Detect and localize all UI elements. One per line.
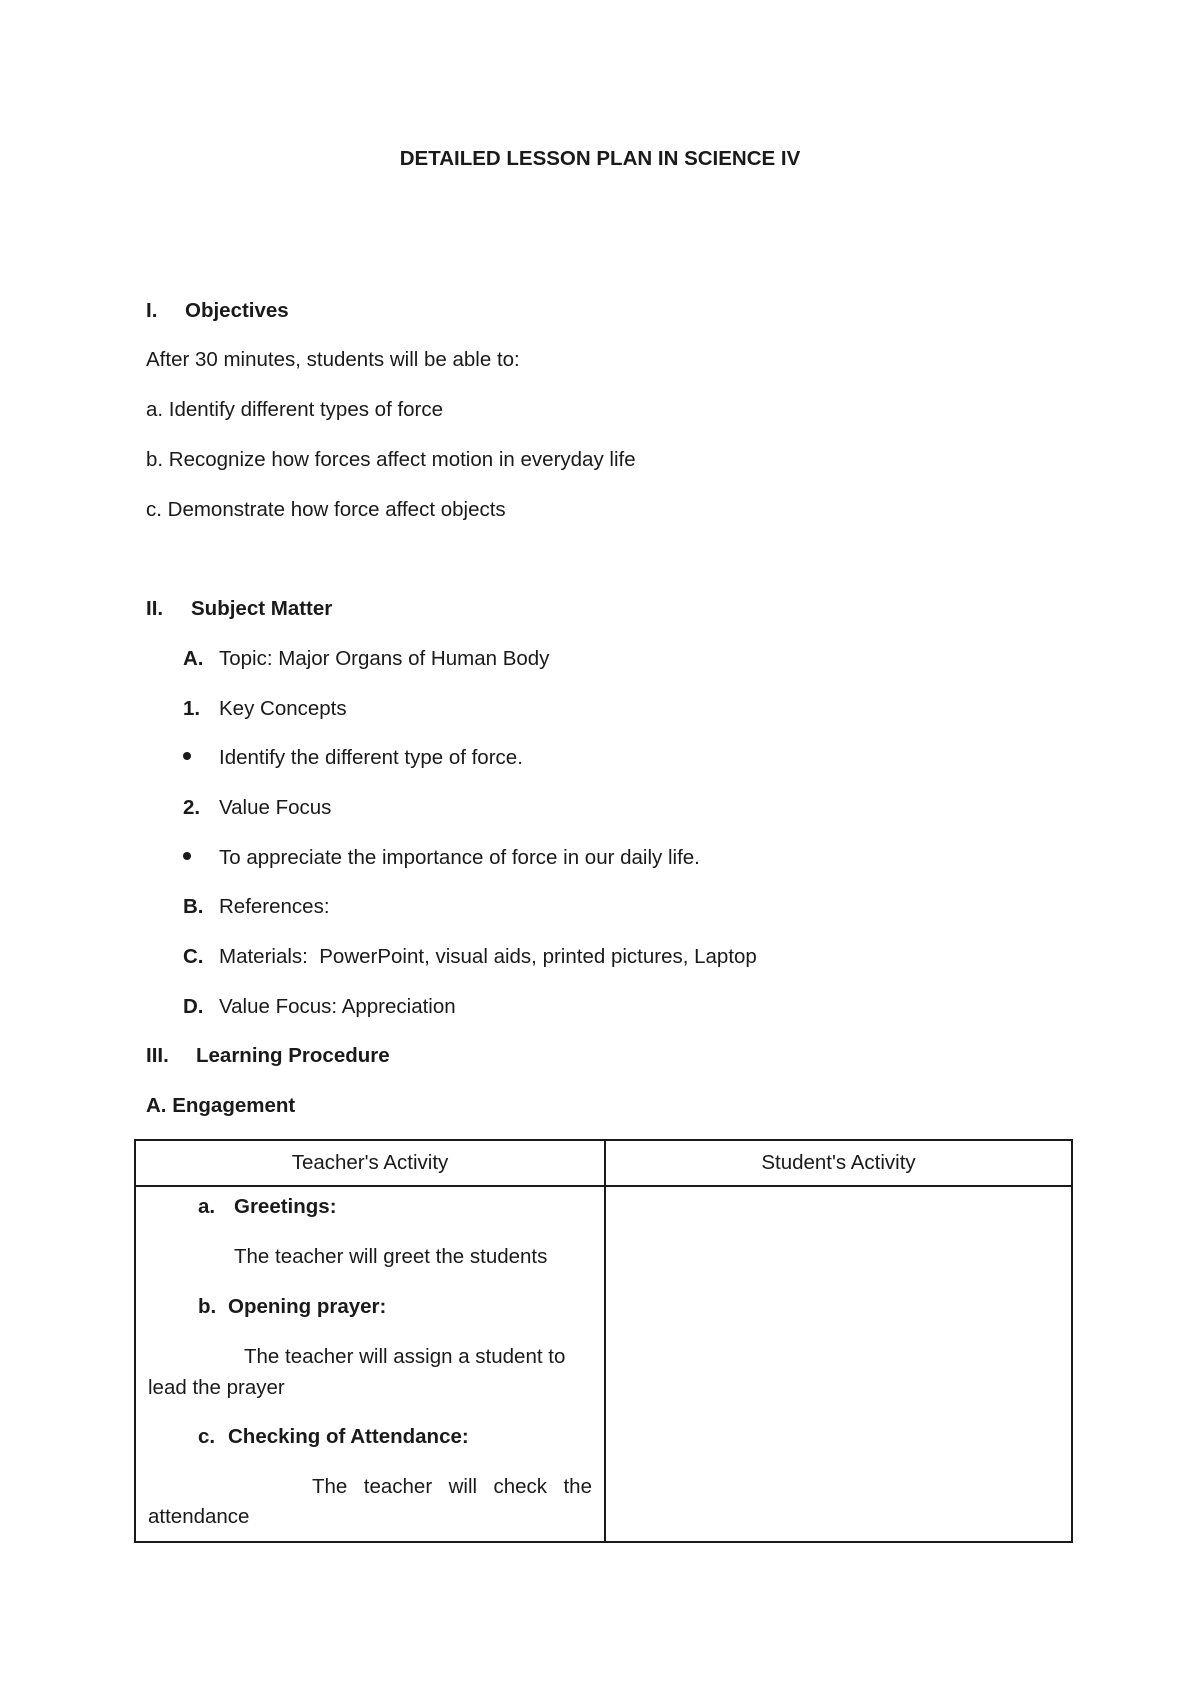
teacher-activity-header: Teacher's Activity	[135, 1140, 605, 1186]
value-focus-text: Value Focus	[219, 796, 332, 819]
attendance-label: c.	[198, 1425, 216, 1448]
value-focus-bullet-text: To appreciate the importance of force in our daily life.	[219, 846, 700, 869]
prayer-title: Opening prayer:	[228, 1295, 387, 1318]
value-focus-d-label: D.	[183, 995, 204, 1018]
document-title: DETAILED LESSON PLAN IN SCIENCE IV	[399, 147, 801, 170]
greetings-title: Greetings:	[234, 1195, 337, 1218]
learning-procedure-heading: Learning Procedure	[196, 1044, 390, 1067]
table-header-row	[135, 1140, 1072, 1186]
references-label: B.	[183, 895, 204, 918]
value-focus-d-text: Value Focus: Appreciation	[219, 995, 456, 1018]
materials-label: C.	[183, 945, 204, 968]
attendance-text-line1: The teacher will check the	[312, 1475, 592, 1498]
student-activity-header: Student's Activity	[605, 1140, 1072, 1186]
learning-procedure-numeral: III.	[146, 1044, 169, 1067]
topic-label: A.	[183, 647, 204, 670]
engagement-heading: A. Engagement	[146, 1094, 296, 1117]
key-concepts-bullet-text: Identify the different type of force.	[219, 746, 523, 769]
materials-text: Materials: PowerPoint, visual aids, printed pictures, Laptop	[219, 945, 757, 968]
student-activity-cell	[605, 1186, 1072, 1542]
subject-matter-heading: Subject Matter	[191, 597, 333, 620]
objective-item-a: a. Identify different types of force	[146, 398, 444, 421]
prayer-text-line1: The teacher will assign a student to	[244, 1345, 566, 1368]
bullet-icon	[183, 852, 191, 860]
key-concepts-text: Key Concepts	[219, 697, 347, 720]
objective-item-b: b. Recognize how forces affect motion in everyday life	[146, 448, 636, 471]
references-text: References:	[219, 895, 330, 918]
objectives-heading: Objectives	[185, 299, 289, 322]
objectives-intro: After 30 minutes, students will be able to:	[146, 348, 520, 371]
subject-matter-numeral: II.	[146, 597, 164, 620]
objectives-numeral: I.	[146, 299, 158, 322]
objective-item-c: c. Demonstrate how force affect objects	[146, 498, 506, 521]
prayer-text-line2: lead the prayer	[148, 1376, 285, 1399]
prayer-label: b.	[198, 1295, 217, 1318]
topic-text: Topic: Major Organs of Human Body	[219, 647, 550, 670]
value-focus-label: 2.	[183, 796, 201, 819]
teacher-activity-cell	[135, 1186, 605, 1542]
key-concepts-label: 1.	[183, 697, 201, 720]
bullet-icon	[183, 752, 191, 760]
greetings-label: a.	[198, 1195, 216, 1218]
engagement-table	[134, 1139, 1073, 1543]
attendance-text-line2: attendance	[148, 1505, 250, 1528]
attendance-title: Checking of Attendance:	[228, 1425, 469, 1448]
table-row	[135, 1186, 1072, 1542]
greetings-text: The teacher will greet the students	[234, 1245, 548, 1268]
